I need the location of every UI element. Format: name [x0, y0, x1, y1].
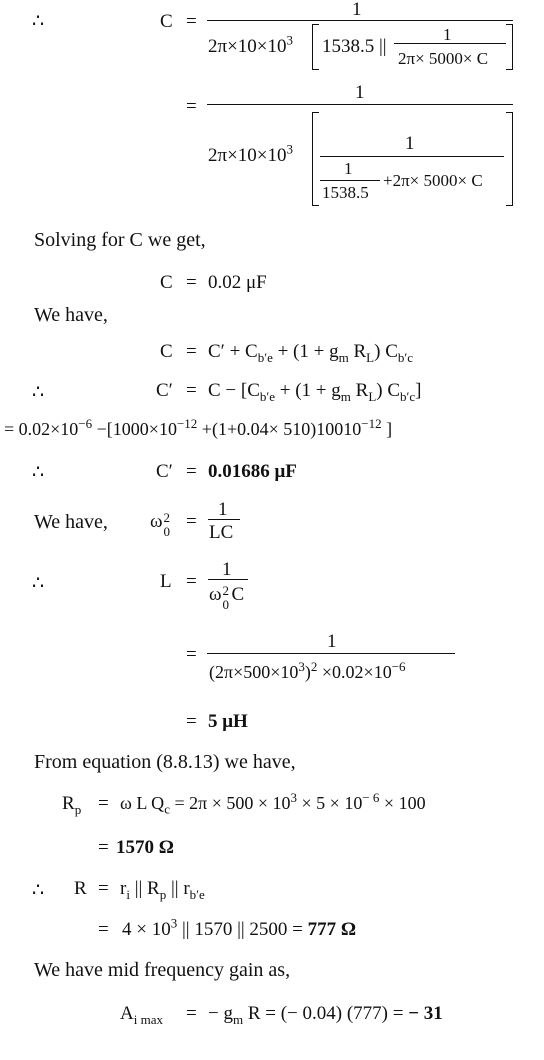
c-sum-rhs: $C' + C_{b'e} + (1 + g_m$ $R_L$) $C_{b'c}$	[208, 341, 413, 365]
l-lhs: L	[160, 571, 172, 592]
l-num: 1	[222, 559, 232, 580]
eq1-numerator: 1	[352, 0, 362, 20]
c-result-equals: =	[186, 272, 197, 293]
c-sum-lhs: C	[160, 341, 173, 362]
therefore-symbol: ∴	[32, 11, 45, 32]
omega-equals: =	[186, 511, 197, 532]
eq2-tail: +2π× 5000× C	[383, 171, 483, 190]
r-rhs: $r_i$ || $R_p$ || $r_{b'e}$	[120, 878, 205, 902]
therefore-symbol-2: ∴	[32, 382, 45, 403]
l-num-denominator: $(2\pi\times 500\times 10^3)^2 \times 0.02\times 10^{-6}$	[209, 659, 406, 682]
c-result-value: 0.02 μF	[208, 272, 267, 293]
r-result-value: $4 \times 10^3$ || 1570 || 2500 = 777 Ω	[122, 915, 357, 940]
c-result-lhs: C	[160, 272, 173, 293]
we-have-2: We have,	[34, 511, 108, 533]
eq1-inner-num: 1	[443, 25, 452, 44]
rp-equals: =	[98, 793, 109, 814]
eq1-equals: =	[186, 11, 197, 32]
solving-text: Solving for C we get,	[34, 229, 206, 251]
eq2-den-prefix: $2\pi\times 10\times 10^3$	[208, 141, 294, 166]
therefore-symbol-3: ∴	[32, 462, 45, 483]
we-have-1: We have,	[34, 304, 108, 326]
r-result-equals: =	[98, 919, 109, 940]
eq1-fraction-line	[207, 20, 513, 21]
l-equals: =	[186, 571, 197, 592]
rp-result-equals: =	[98, 837, 109, 858]
c-prime-result-lhs: C′	[156, 461, 173, 482]
rp-rhs: ω L $Q_c = 2\pi \times 500 \times 10^3 \times 5 \times 10^{- 6} \times 100$	[120, 790, 426, 817]
eq1-den-prefix: $2\pi\times 10\times 10^3$	[208, 32, 294, 57]
eq1-lhs: C	[160, 11, 173, 32]
therefore-symbol-4: ∴	[32, 573, 45, 594]
r-lhs: R	[74, 878, 87, 899]
numeric-substitution: = $0.02\times 10^{-6} -[1000\times 10^{-12} +(1+0.04\times 510)10010^{-12}$ ]	[4, 416, 393, 439]
l-result-equals: =	[186, 711, 197, 732]
eq2-numerator: 1	[355, 82, 365, 103]
eq2-small-den: 1538.5	[322, 183, 369, 202]
omega-lhs: ω 2 0	[150, 510, 171, 539]
c-prime-equals: =	[186, 380, 197, 401]
l-num-equals: =	[186, 644, 197, 665]
eq1-inner-left: 1538.5 ||	[322, 36, 387, 57]
eq2-inner-num: 1	[405, 133, 415, 154]
gain-text: We have mid frequency gain as,	[34, 959, 291, 981]
from-equation-text: From equation (8.8.13) we have,	[34, 751, 296, 773]
c-prime-lhs: C′	[156, 380, 173, 401]
c-sum-equals: =	[186, 341, 197, 362]
omega-den: LC	[209, 522, 234, 543]
eq2-equals: =	[186, 96, 197, 117]
l-den: ω 2 0 C	[209, 583, 245, 612]
therefore-symbol-5: ∴	[32, 880, 45, 901]
c-prime-result-equals: =	[186, 461, 197, 482]
gain-rhs: − $g_m$ R = (− 0.04) (777) = − 31	[208, 1003, 443, 1027]
c-prime-result-value: 0.01686 μF	[208, 461, 297, 482]
l-num-numerator: 1	[327, 631, 337, 652]
rp-result-value: 1570 Ω	[116, 837, 174, 858]
r-equals: =	[98, 878, 109, 899]
eq2-small-num: 1	[344, 159, 353, 178]
gain-lhs: $A_{i max}$	[120, 1003, 163, 1027]
gain-equals: =	[186, 1003, 197, 1024]
omega-num: 1	[218, 499, 228, 520]
l-result-value: 5 μH	[208, 711, 248, 732]
rp-lhs: $R_p$	[62, 793, 82, 817]
c-prime-rhs: $C - [C_{b'e} + (1 + g_m$ $R_L$) $C_{b'c}$]	[208, 380, 422, 404]
eq1-inner-den: 2π× 5000× C	[398, 49, 489, 68]
